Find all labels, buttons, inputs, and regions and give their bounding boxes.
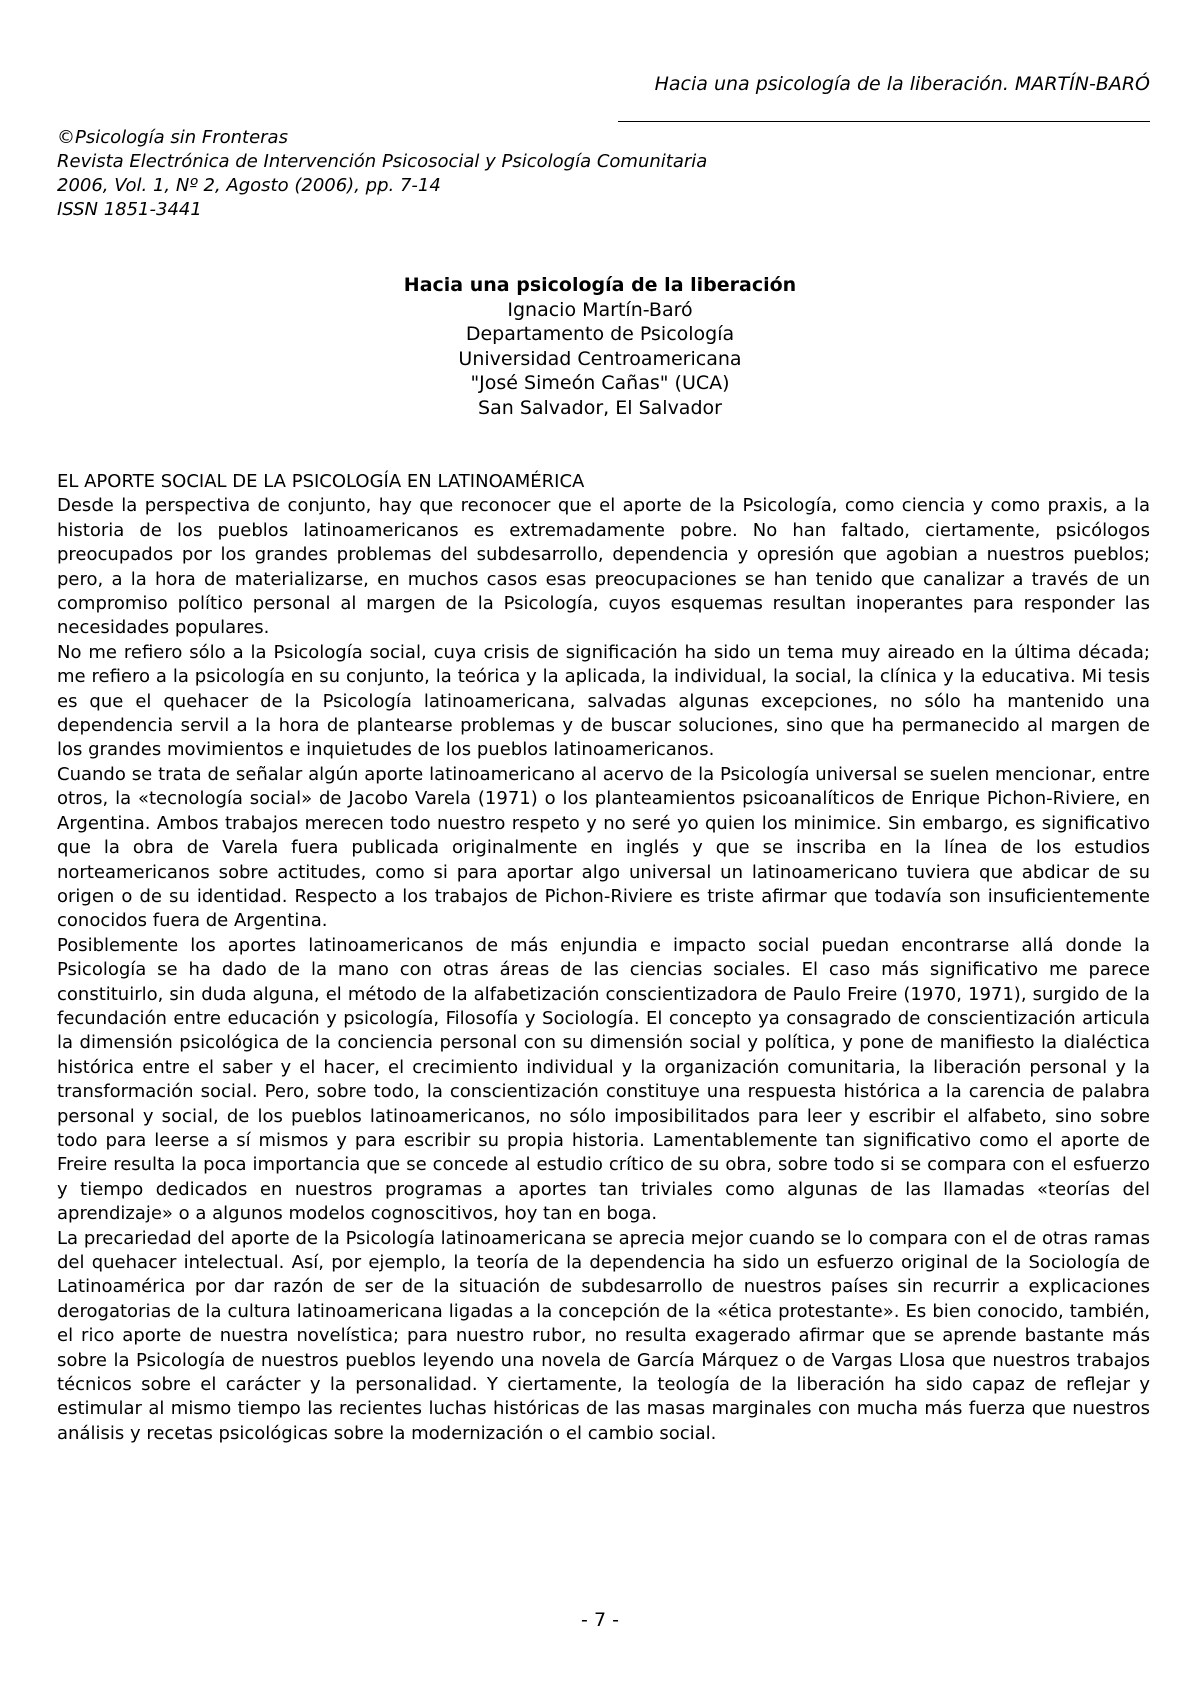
- affiliation-university-name: "José Simeón Cañas" (UCA): [470, 372, 730, 394]
- paper-title: Hacia una psicología de la liberación: [403, 274, 797, 296]
- header-rule: [618, 121, 1150, 122]
- body-text: [57, 470, 1150, 1446]
- affiliation-university: Universidad Centroamericana: [458, 347, 742, 370]
- journal-issn: ISSN 1851-3441: [57, 199, 202, 220]
- paragraph: No me refiero sólo a la Psicología social, cuya crisis de significación ha sido un tema muy aireado en la última década; me refiero a la psicología en su conjunto, la teórica y la aplicada, la individual, la social, la clínica y la educativa. Mi tesis es que el quehacer de la Psicología latinoamericana, salvadas algunas excepciones, no sólo ha mantenido una dependencia servil a la hora de plantearse problemas y de buscar soluciones, sino que ha permanecido al margen de los grandes movimientos e inquietudes de los pueblos latinoamericanos.: [57, 641, 1150, 761]
- section-heading: EL APORTE SOCIAL DE LA PSICOLOGÍA EN LATINOAMÉRICA: [57, 471, 585, 492]
- title-block: [0, 273, 1200, 420]
- author-name: Ignacio Martín-Baró: [507, 298, 693, 321]
- running-header: Hacia una psicología de la liberación. MARTÍN-BARÓ: [654, 73, 1150, 95]
- affiliation-department: Departamento de Psicología: [465, 323, 735, 345]
- journal-issue: 2006, Vol. 1, Nº 2, Agosto (2006), pp. 7-14: [57, 175, 441, 196]
- page-number: - 7 -: [581, 1609, 619, 1631]
- journal-info: [57, 126, 957, 222]
- journal-name: Revista Electrónica de Intervención Psicosocial y Psicología Comunitaria: [57, 151, 708, 172]
- paragraph: La precariedad del aporte de la Psicología latinoamericana se aprecia mejor cuando se lo compara con el de otras ramas del quehacer intelectual. Así, por ejemplo, la teoría de la dependencia ha sido un esfuerzo original de la Sociología de Latinoamérica por dar razón de ser de la situación de subdesarrollo de nuestros países sin recurrir a explicaciones derogatorias de la cultura latinoamericana ligadas a la concepción de la «ética protestante». Es bien conocido, también, el rico aporte de nuestra novelística; para nuestro rubor, no resulta exagerado afirmar que se aprende bastante más sobre la Psicología de nuestros pueblos leyendo una novela de García Márquez o de Vargas Llosa que nuestros trabajos técnicos sobre el carácter y la personalidad. Y ciertamente, la teología de la liberación ha sido capaz de reflejar y estimular al mismo tiempo las recientes luchas históricas de las masas marginales con mucha más fuerza que nuestros análisis y recetas psicológicas sobre la modernización o el cambio social.: [57, 1227, 1150, 1444]
- paragraph: Cuando se trata de señalar algún aporte latinoamericano al acervo de la Psicología universal se suelen mencionar, entre otros, la «tecnología social» de Jacobo Varela (1971) o los planteamientos psicoanalíticos de Enrique Pichon-Riviere, en Argentina. Ambos trabajos merecen todo nuestro respeto y no seré yo quien los minimice. Sin embargo, es significativo que la obra de Varela fuera publicada originalmente en inglés y que se inscriba en la línea de los estudios norteamericanos sobre actitudes, como si para aportar algo universal un latinoamericano tuviera que abdicar de su origen o de su identidad. Respecto a los trabajos de Pichon-Riviere es triste afirmar que todavía son insuficientemente conocidos fuera de Argentina.: [57, 763, 1150, 932]
- paragraph: Posiblemente los aportes latinoamericanos de más enjundia e impacto social puedan encontrarse allá donde la Psicología se ha dado de la mano con otras áreas de las ciencias sociales. El caso más significativo me parece constituirlo, sin duda alguna, el método de la alfabetización conscientizadora de Paulo Freire (1970, 1971), surgido de la fecundación entre educación y psicología, Filosofía y Sociología. El concepto ya consagrado de conscientización articula la dimensión psicológica de la conciencia personal con su dimensión social y política, y pone de manifiesto la dialéctica histórica entre el saber y el hacer, el crecimiento individual y la organización comunitaria, la liberación personal y la transformación social. Pero, sobre todo, la conscientización constituye una respuesta histórica a la carencia de palabra personal y social, de los pueblos latinoamericanos, no sólo imposibilitados para leer y escribir el alfabeto, sino sobre todo para leerse a sí mismos y para escribir su propia historia. Lamentablemente tan significativo como el aporte de Freire resulta la poca importancia que se concede al estudio crítico de su obra, sobre todo si se compara con el esfuerzo y tiempo dedicados en nuestros programas a aportes tan triviales como algunas de las llamadas «teorías del aprendizaje» o a algunos modelos cognoscitivos, hoy tan en boga.: [57, 934, 1150, 1225]
- journal-copyright: ©Psicología sin Fronteras: [57, 127, 288, 148]
- paragraph: Desde la perspectiva de conjunto, hay que reconocer que el aporte de la Psicología, como ciencia y como praxis, a la historia de los pueblos latinoamericanos es extremadamente pobre. No han faltado, ciertamente, psicólogos preocupados por los grandes problemas del subdesarrollo, dependencia y opresión que agobian a nuestros pueblos; pero, a la hora de materializarse, en muchos casos esas preocupaciones se han tenido que canalizar a través de un compromiso político personal al margen de la Psicología, cuyos esquemas resultan inoperantes para responder las necesidades populares.: [57, 495, 1150, 639]
- affiliation-location: San Salvador, El Salvador: [478, 396, 722, 419]
